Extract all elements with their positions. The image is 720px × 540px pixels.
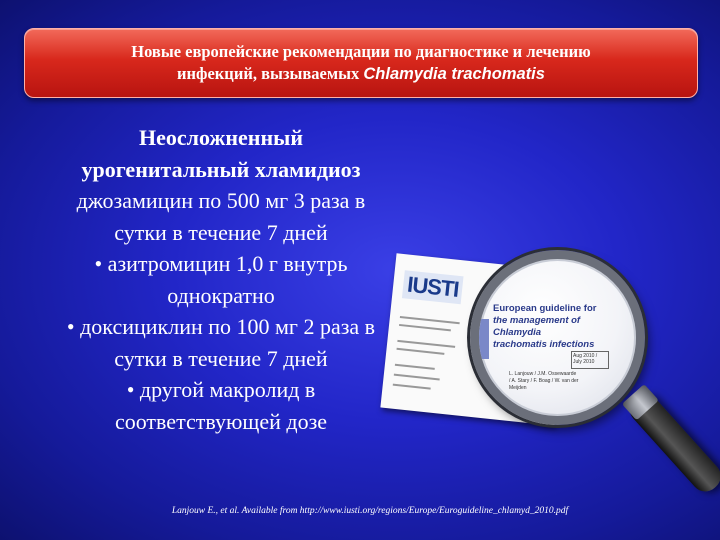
- doc-text-line: [399, 324, 451, 331]
- doc-text-line: [393, 384, 431, 390]
- lens-title: [493, 303, 623, 351]
- iusti-logo: IUSTI: [402, 270, 464, 304]
- title-banner: [24, 28, 698, 98]
- doc-text-line: [394, 374, 440, 381]
- lens-authors: L. Lanjouw / J.M. Ossewaarde / A. Stary / F. Boag / W. van der Meijden: [509, 371, 579, 391]
- doc-text-line: [397, 340, 455, 348]
- treatment-text: [40, 122, 402, 437]
- lens-title-line: trachomatis infections: [493, 339, 595, 350]
- title-line-1: Новые европейские рекомендации по диагностике и лечению: [131, 42, 591, 61]
- treatment-line: • доксициклин по 100 мг 2 раза в: [66, 314, 376, 339]
- treatment-line: сутки в течение 7 дней: [114, 219, 328, 245]
- treatment-line: однократно: [167, 282, 275, 308]
- lens-date-box: Aug 2010 / July 2010: [571, 351, 609, 369]
- reference-footnote: Lanjouw E., et al. Available from http://www.iusti.org/regions/Europe/Euroguideline_chlamyd_2010.pdf: [171, 506, 569, 516]
- magnifying-glass: [470, 250, 645, 425]
- treatment-line: • другой макролид в: [126, 377, 316, 402]
- lens-color-strip: [479, 319, 489, 359]
- treatment-line: • азитромицин 1,0 г внутрь: [94, 251, 348, 276]
- title-line-2: [25, 63, 697, 85]
- title-line-2-italic: Chlamydia trachomatis: [363, 65, 545, 83]
- doc-text-line: [396, 348, 444, 355]
- treatment-line: соответствующей дозе: [114, 408, 328, 434]
- magnifier-lens: [470, 250, 645, 425]
- heading-line-2: урогенитальный хламидиоз: [81, 156, 361, 182]
- lens-title-line: the management of Chlamydia: [493, 315, 581, 338]
- doc-text-line: [395, 364, 435, 370]
- lens-title-line: European guideline for: [493, 303, 597, 314]
- treatment-line: джозамицин по 500 мг 3 раза в: [76, 188, 366, 213]
- heading-line-1: Неосложненный: [138, 125, 304, 150]
- doc-text-line: [400, 316, 460, 324]
- treatment-line: сутки в течение 7 дней: [114, 345, 328, 371]
- title-line-2-prefix: инфекций, вызываемых: [177, 64, 364, 83]
